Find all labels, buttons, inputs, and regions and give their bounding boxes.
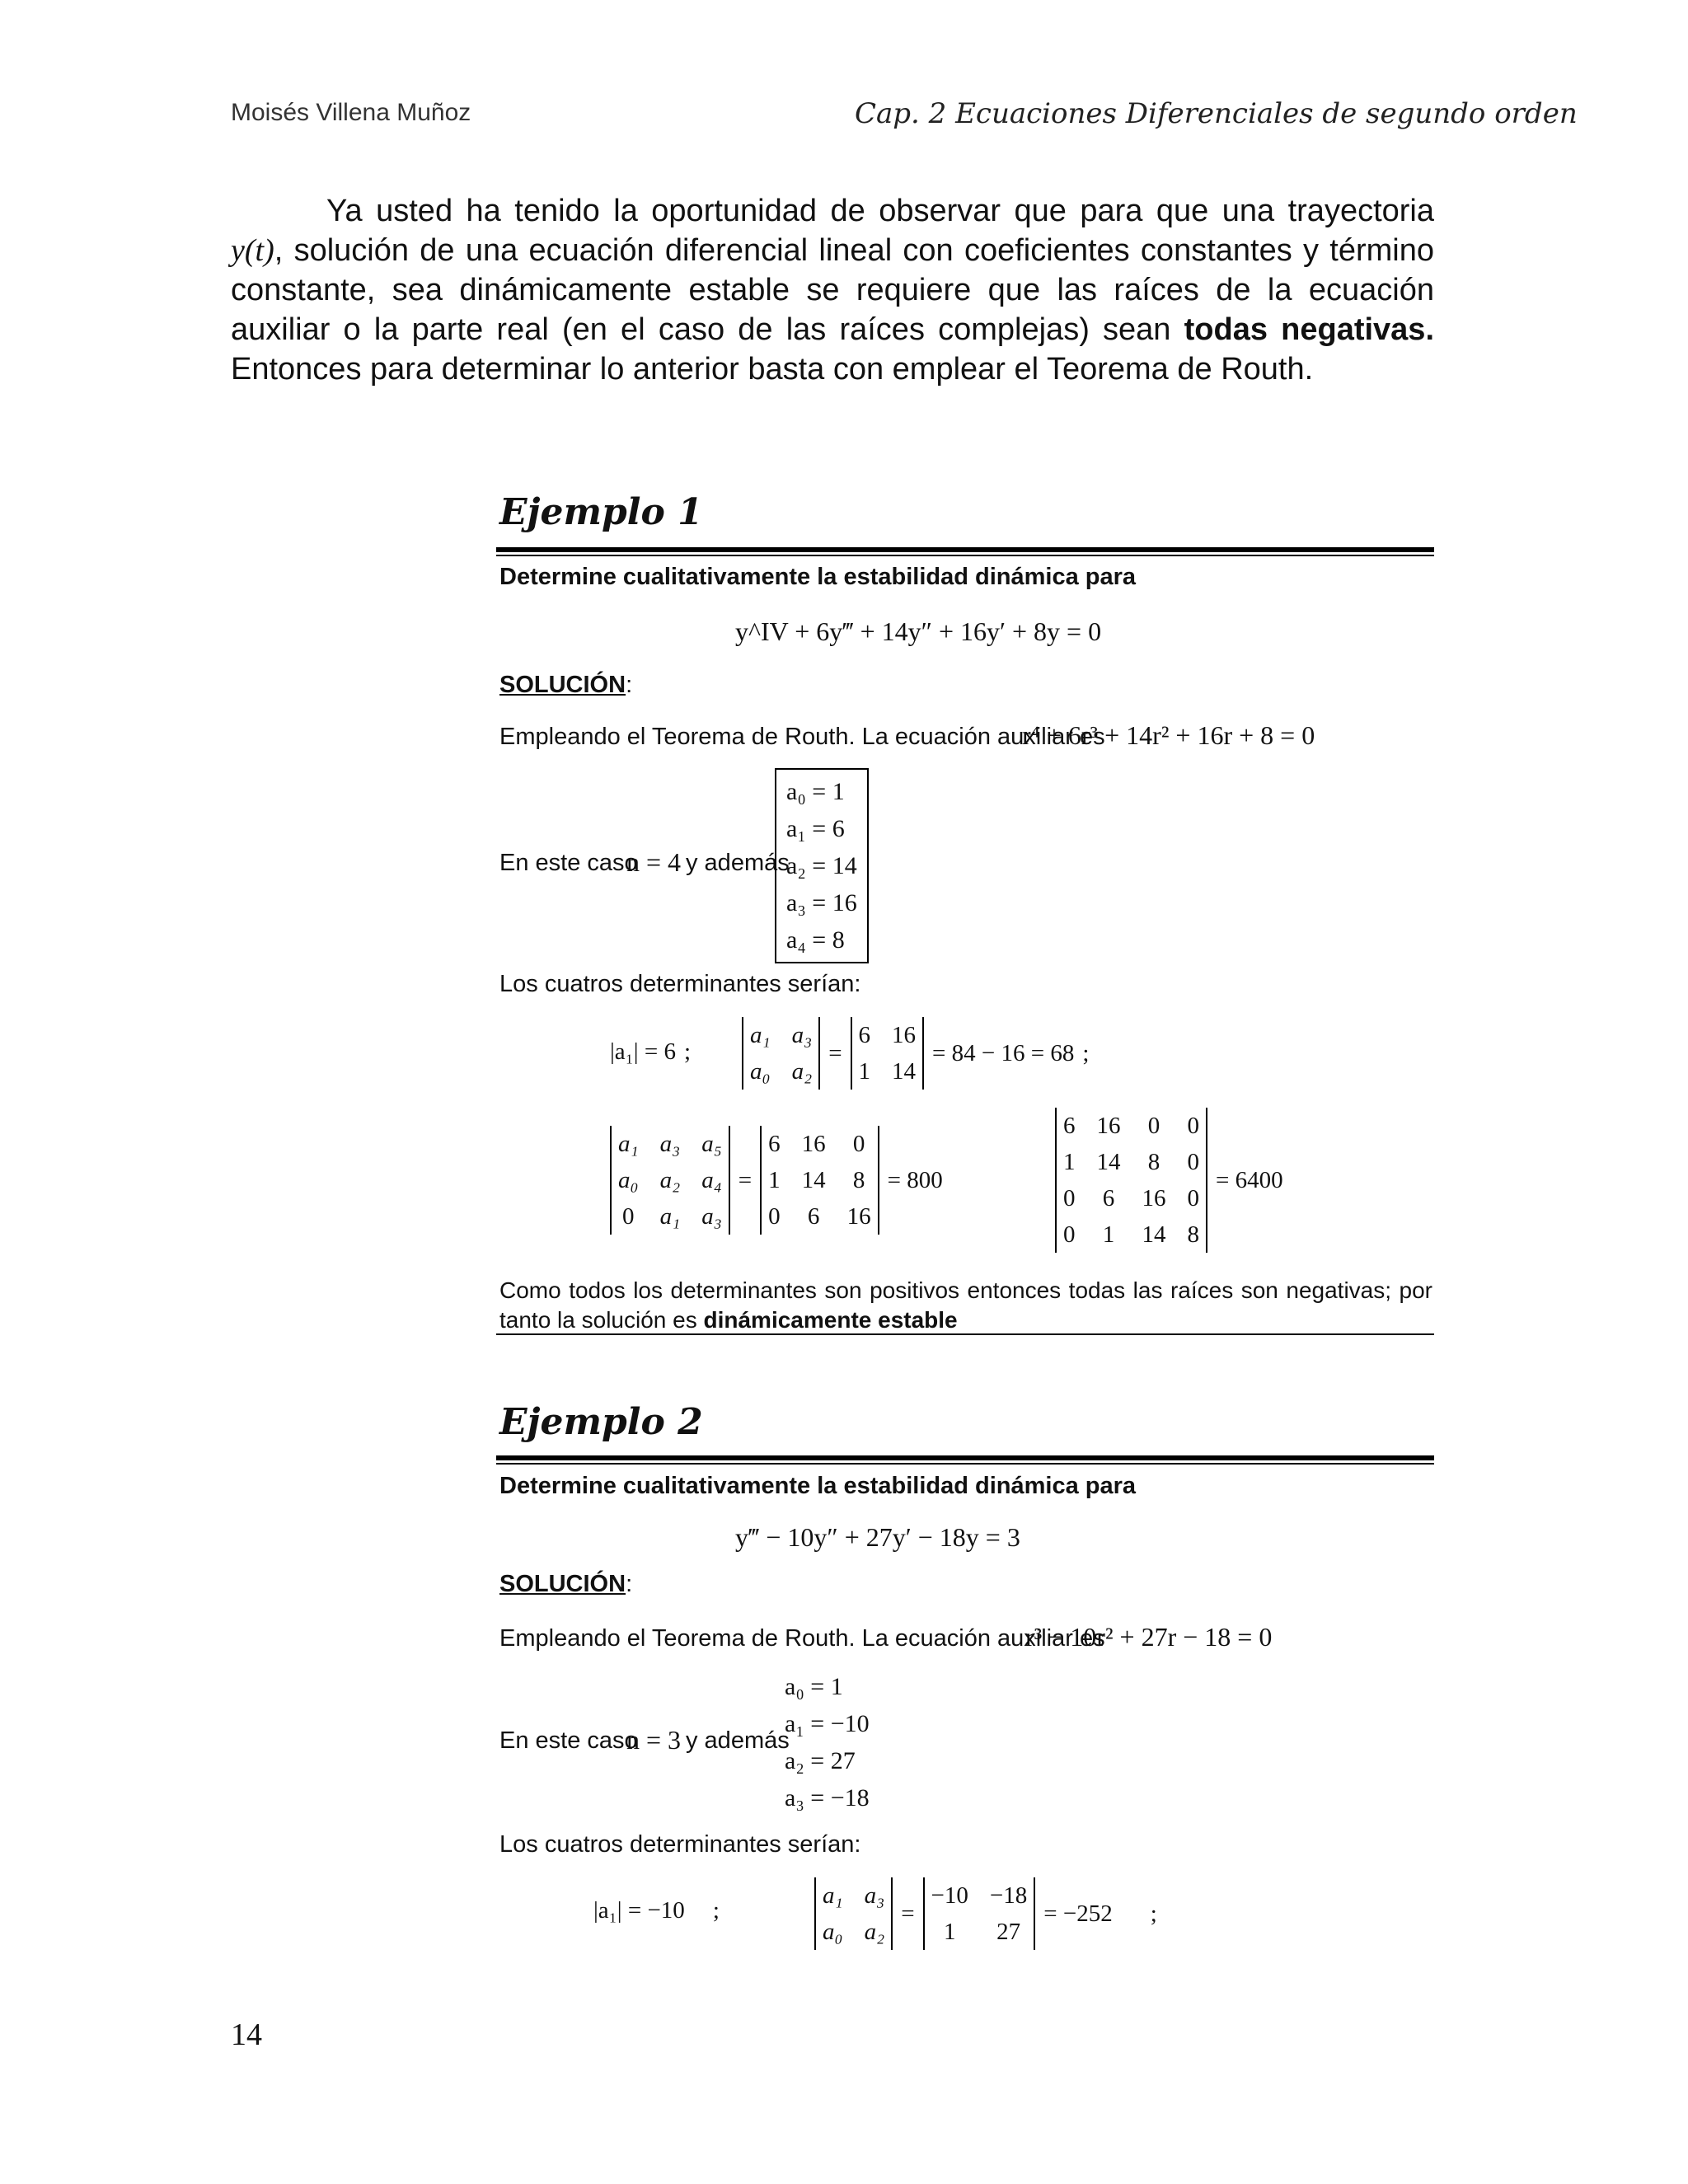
example1-auxiliary-eq: r⁴ + 6r³ + 14r² + 16r + 8 = 0 (1022, 720, 1315, 750)
example1-det3: a₁ a₃ a₅ a₀ a₂ a₄ 0 a₁ a₃ = 6 16 0 1 14 8 0 6 16 = 800 (610, 1126, 943, 1235)
intro-var: y(t) (231, 233, 274, 268)
example2-equation: y‴ − 10y″ + 27y′ − 18y = 3 (735, 1522, 1020, 1552)
coef2-a3: a₃ = −18 (785, 1784, 870, 1811)
example2-rule-top-2 (496, 1463, 1434, 1465)
example2-coefficients (785, 1668, 870, 1816)
header-chapter: Cap. 2 Ecuaciones Diferenciales de segundo orden (855, 97, 1578, 130)
det2-numeric: 6 16 1 14 (851, 1017, 925, 1090)
example2-n-eq: n = 3 (626, 1725, 682, 1755)
example2-solution-label: SOLUCIÓN: (499, 1571, 633, 1597)
example2-rule-top (496, 1455, 1434, 1460)
example2-det1: |a₁| = −10 ; (593, 1897, 720, 1924)
example2-ademas: y además (686, 1727, 790, 1754)
example1-det1: |a₁| = 6 ; (610, 1038, 692, 1065)
example2-det2: a₁ a₃ a₀ a₂ = −10 −18 1 27 = −252 ; (814, 1877, 1157, 1950)
example1-ademas: y además (686, 850, 790, 876)
det3-numeric: 6 16 0 1 14 8 0 6 16 (760, 1126, 879, 1235)
coef-a2: a₂ = 14 (786, 852, 857, 879)
coef2-a2: a₂ = 27 (785, 1747, 856, 1774)
example2-auxiliary-eq: r³ − 10r² + 27r − 18 = 0 (1025, 1622, 1273, 1652)
example1-equation: y^IV + 6y‴ + 14y″ + 16y′ + 8y = 0 (735, 616, 1102, 646)
example1-det-intro: Los cuatros determinantes serían: (499, 971, 861, 997)
det3-symbolic: a₁ a₃ a₅ a₀ a₂ a₄ 0 a₁ a₃ (610, 1126, 730, 1235)
example2-auxiliary-text: Empleando el Teorema de Routh. La ecuación auxiliar es (499, 1625, 1105, 1652)
example1-solution-label: SOLUCIÓN: (499, 672, 633, 698)
det2-symbolic: a₁ a₃ a₀ a₂ (742, 1017, 820, 1090)
coef-a1: a₁ = 6 (786, 815, 845, 842)
example1-rule-top-2 (496, 555, 1434, 556)
coef-a3: a₃ = 16 (786, 889, 857, 916)
intro-paragraph (231, 191, 1434, 389)
ex2-det2-symbolic: a₁ a₃ a₀ a₂ (814, 1877, 893, 1950)
example1-coefficients-box (775, 768, 869, 963)
example1-case-text: En este caso (499, 850, 638, 876)
ex2-det2-numeric: −10 −18 1 27 (923, 1877, 1036, 1950)
coef-a0: a₀ = 1 (786, 778, 845, 805)
example1-rule-top (496, 547, 1434, 552)
example2-case-text: En este caso (499, 1727, 638, 1754)
example1-auxiliary-text: Empleando el Teorema de Routh. La ecuación auxiliar es (499, 724, 1105, 750)
coef-a4: a₄ = 8 (786, 926, 845, 954)
example1-det4: 6 16 0 0 1 14 8 0 0 6 16 0 0 1 14 8 = 6400 (1055, 1108, 1283, 1253)
intro-text-1: Ya usted ha tenido la oportunidad de observar que para que una trayectoria (326, 194, 1434, 228)
intro-bold: todas negativas. (1184, 312, 1434, 347)
example2-statement: Determine cualitativamente la estabilidad dinámica para (499, 1473, 1137, 1499)
example1-rule-bottom (496, 1333, 1434, 1335)
example2-title: Ejemplo 2 (499, 1401, 703, 1443)
coef2-a0: a₀ = 1 (785, 1673, 843, 1700)
example1-statement: Determine cualitativamente la estabilidad dinámica para (499, 564, 1137, 590)
example1-conclusion: Como todos los determinantes son positivos entonces todas las raíces son negativas; por tanto la solución es dinámicamente estable (499, 1277, 1432, 1333)
example2-det-intro: Los cuatros determinantes serían: (499, 1831, 861, 1858)
coef2-a1: a₁ = −10 (785, 1710, 870, 1737)
header-author: Moisés Villena Muñoz (231, 99, 471, 126)
page-number: 14 (231, 2018, 262, 2052)
example1-n-eq: n = 4 (626, 847, 682, 877)
intro-text-2: , solución de una ecuación diferencial lineal con coeficientes constantes y término constante, sea dinámicamente estable se requiere que las raíces de la ecuación auxiliar o la parte real (en el caso de las raíces complejas) sean (231, 233, 1434, 347)
example1-title: Ejemplo 1 (499, 491, 703, 533)
intro-text-3: Entonces para determinar lo anterior basta con emplear el Teorema de Routh. (231, 352, 1314, 387)
det4-numeric: 6 16 0 0 1 14 8 0 0 6 16 0 0 1 14 8 (1055, 1108, 1207, 1253)
example1-det2: a₁ a₃ a₀ a₂ = 6 16 1 14 = 84 − 16 = 68 ; (742, 1017, 1089, 1090)
